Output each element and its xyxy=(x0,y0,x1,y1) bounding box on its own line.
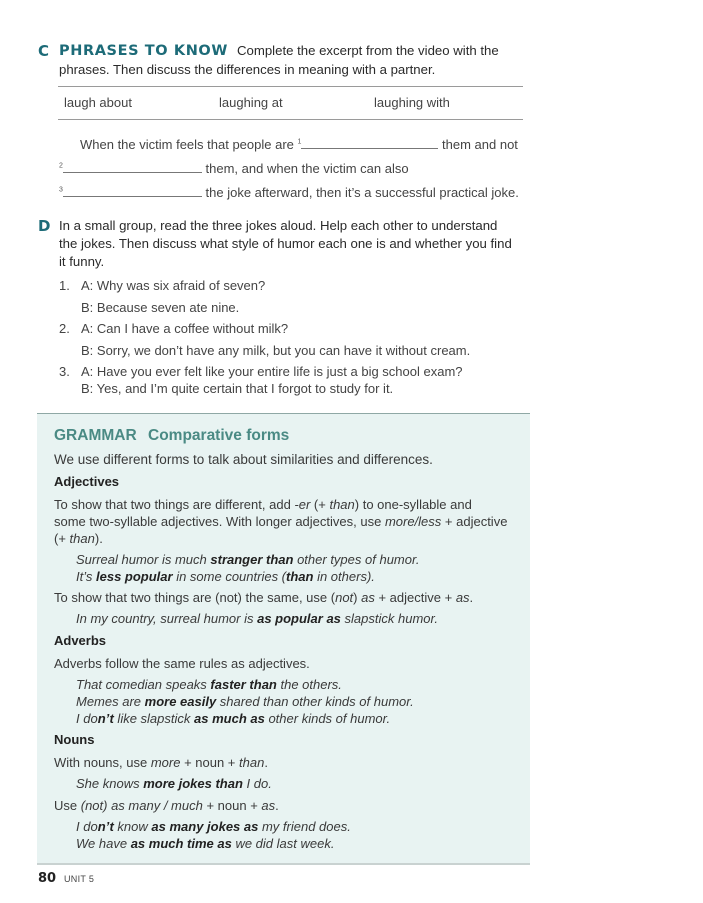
blank-2[interactable] xyxy=(63,171,202,173)
adverbs-example-3: I don’t like slapstick as much as other kinds of humor. xyxy=(76,711,391,726)
section-c-instruction-1: Complete the excerpt from the video with the xyxy=(237,43,499,58)
joke-line-b: B: Yes, and I’m quite certain that I forgot to study for it. xyxy=(81,381,394,396)
adjectives-example-2: It’s less popular in some countries (than in others). xyxy=(76,569,375,584)
adjectives-rule-1-line-1: To show that two things are different, add -er (+ than) to one-syllable and xyxy=(54,497,472,512)
word-option: laughing at xyxy=(219,95,283,110)
adverbs-example-1: That comedian speaks faster than the others. xyxy=(76,677,342,692)
joke-number: 1. xyxy=(59,278,70,293)
adverbs-example-2: Memes are more easily shared than other kinds of humor. xyxy=(76,694,414,709)
adverbs-rule: Adverbs follow the same rules as adjectives. xyxy=(54,656,310,671)
section-d-letter: D xyxy=(38,217,51,235)
section-c-letter: C xyxy=(38,42,50,60)
grammar-intro: We use different forms to talk about similarities and differences. xyxy=(54,452,433,467)
blank-3[interactable] xyxy=(63,195,202,197)
joke-number: 3. xyxy=(59,364,70,379)
grammar-label: GRAMMAR xyxy=(54,427,137,444)
adjectives-example-3: In my country, surreal humor is as popular as slapstick humor. xyxy=(76,611,438,626)
adjectives-rule-1-line-2: some two-syllable adjectives. With longer adjectives, use more/less + adjective xyxy=(54,514,508,529)
joke-item xyxy=(59,321,519,361)
grammar-title: Comparative forms xyxy=(148,427,290,444)
joke-item xyxy=(59,364,519,400)
joke-item xyxy=(59,278,519,318)
adjectives-heading: Adjectives xyxy=(54,474,120,489)
word-box xyxy=(58,86,523,120)
nouns-example-1: She knows more jokes than I do. xyxy=(76,776,272,791)
cloze-line-2 xyxy=(59,161,409,176)
section-c-title: PHRASES TO KNOW xyxy=(59,43,228,59)
nouns-rule-1: With nouns, use more + noun + than. xyxy=(54,755,268,770)
page-number: 80 xyxy=(38,871,57,886)
word-option: laugh about xyxy=(64,95,132,110)
adjectives-rule-2: To show that two things are (not) the same, use (not) as + adjective + as. xyxy=(54,590,474,605)
cloze-text: them, and when the victim can also xyxy=(201,161,409,176)
adjectives-example-1: Surreal humor is much stranger than other types of humor. xyxy=(76,552,420,567)
adverbs-heading: Adverbs xyxy=(54,633,107,648)
cloze-line-1 xyxy=(80,137,518,152)
section-d-instruction-3: it funny. xyxy=(59,254,105,269)
cloze-text: the joke afterward, then it’s a successful practical joke. xyxy=(201,185,519,200)
word-option: laughing with xyxy=(374,95,450,110)
nouns-heading: Nouns xyxy=(54,732,95,747)
section-d-instruction-2: the jokes. Then discuss what style of humor each one is and whether you find xyxy=(59,236,512,251)
joke-line-a: A: Can I have a coffee without milk? xyxy=(81,321,289,336)
blank-1[interactable] xyxy=(301,147,438,149)
nouns-example-2: I don’t know as many jokes as my friend does. xyxy=(76,819,351,834)
nouns-rule-2: Use (not) as many / much + noun + as. xyxy=(54,798,279,813)
blank-number: 1 xyxy=(297,138,302,146)
joke-number: 2. xyxy=(59,321,70,336)
section-c-instruction-2: phrases. Then discuss the differences in meaning with a partner. xyxy=(59,62,436,77)
blank-number: 3 xyxy=(59,186,63,194)
joke-line-b: B: Because seven ate nine. xyxy=(81,300,240,315)
joke-line-a: A: Have you ever felt like your entire life is just a big school exam? xyxy=(81,364,463,379)
joke-line-b: B: Sorry, we don’t have any milk, but you can have it without cream. xyxy=(81,343,471,358)
nouns-example-3: We have as much time as we did last week. xyxy=(76,836,335,851)
cloze-text: When the victim feels that people are xyxy=(80,137,298,152)
cloze-line-3 xyxy=(59,185,519,200)
unit-label: UNIT 5 xyxy=(64,874,95,884)
section-d-instruction-1: In a small group, read the three jokes aloud. Help each other to understand xyxy=(59,218,498,233)
joke-line-a: A: Why was six afraid of seven? xyxy=(81,278,266,293)
blank-number: 2 xyxy=(59,162,63,170)
cloze-text: them and not xyxy=(438,137,518,152)
adjectives-rule-1-line-3: (+ than). xyxy=(54,531,103,546)
